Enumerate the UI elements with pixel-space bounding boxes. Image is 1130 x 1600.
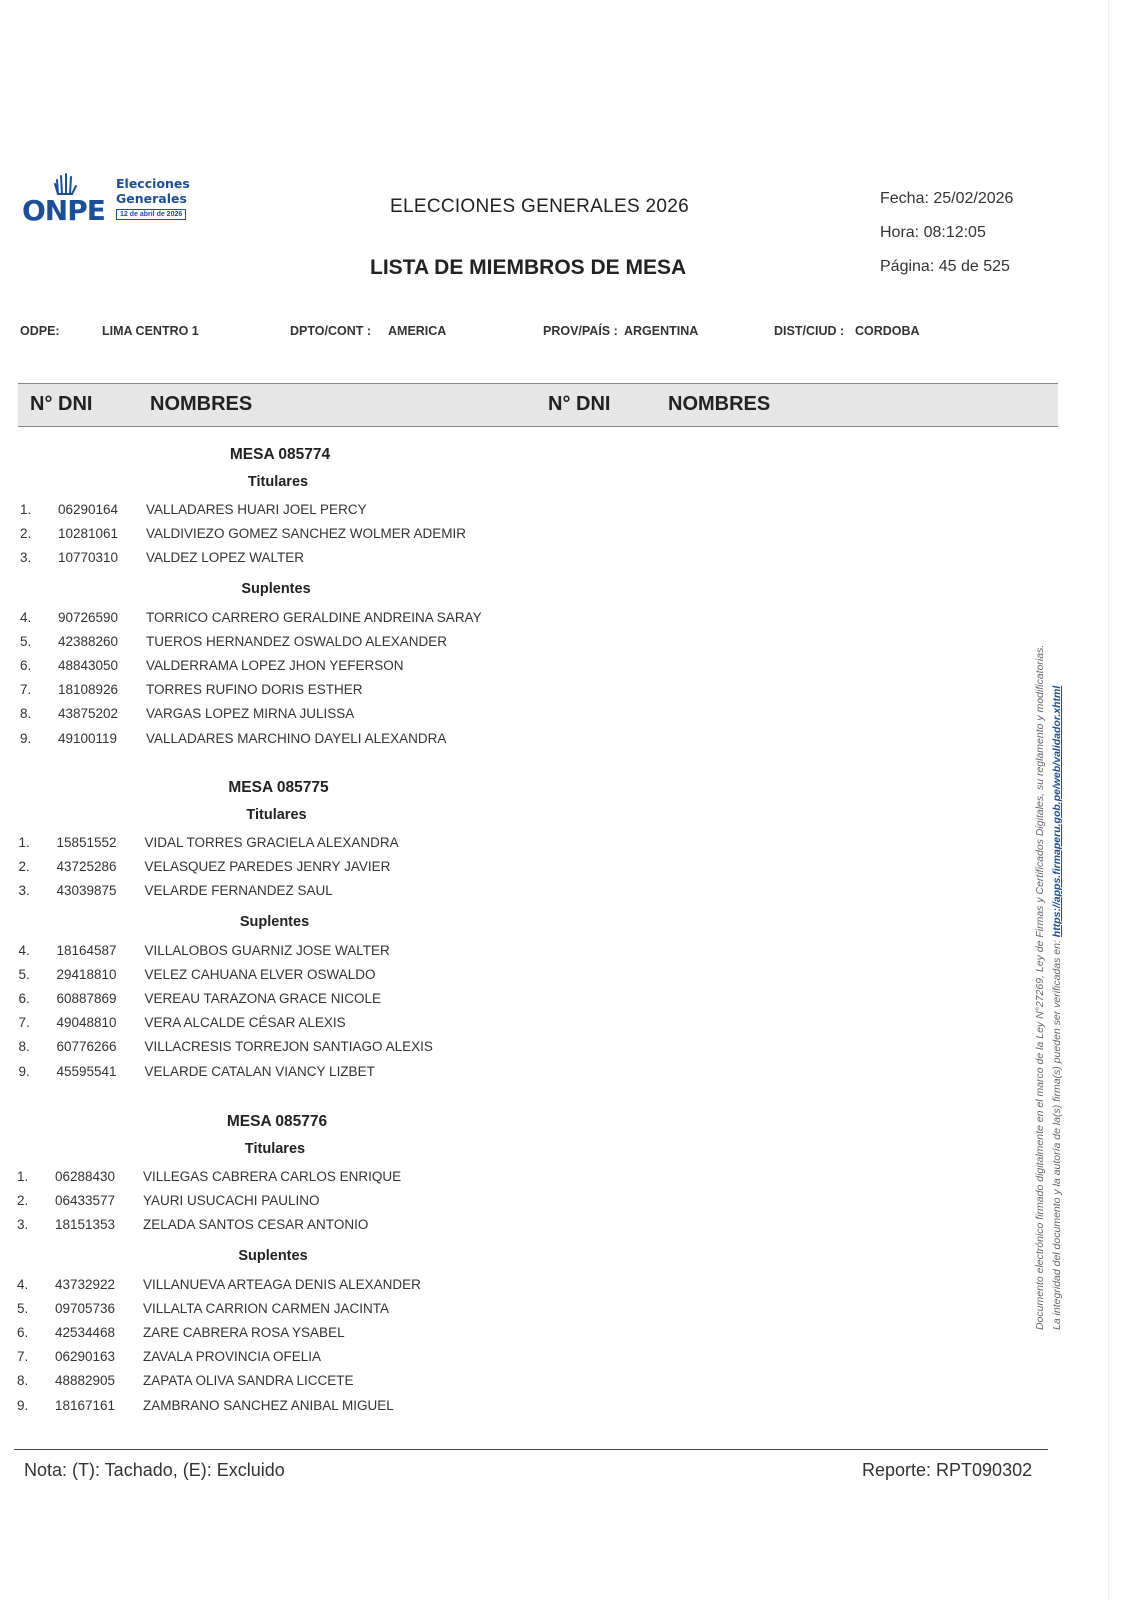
titulares-label: Titulares [247, 474, 309, 490]
row-dni: 29418810 [56, 966, 117, 982]
signature-line1: Documento electrónico firmado digitalmente en el marco de la Ley N°27269, Ley de Firmas y Certificados Digitales, su reglamento y modificatorias. [1034, 644, 1046, 1330]
row-dni: 15851552 [56, 835, 117, 850]
row-dni: 60887869 [56, 991, 117, 1006]
row-dni: 18108926 [58, 682, 119, 698]
table-row [19, 967, 539, 991]
table-row [20, 526, 540, 550]
suplentes-label: Suplentes [239, 913, 310, 930]
col-nombres-1: NOMBRES [150, 393, 253, 415]
table-row [20, 706, 540, 730]
row-name: ZAVALA PROVINCIA OFELIA [143, 1349, 322, 1365]
footer-reporte: Reporte: RPT090302 [862, 1460, 1033, 1480]
dpto-value: AMERICA [388, 324, 447, 338]
row-number: 5. [20, 633, 32, 649]
table-row [17, 1277, 537, 1301]
row-number: 7. [17, 1349, 29, 1365]
row-dni: 10770310 [58, 550, 119, 566]
table-row [20, 731, 540, 755]
page-edge [1108, 0, 1109, 1600]
row-name: TORRES RUFINO DORIS ESTHER [146, 682, 363, 698]
row-number: 5. [18, 966, 30, 982]
row-dni: 42388260 [58, 633, 119, 649]
col-num-dni-2: N° DNI [548, 393, 611, 415]
row-name: VELARDE CATALAN VIANCY LIZBET [144, 1063, 375, 1079]
row-name: TORRICO CARRERO GERALDINE ANDREINA SARAY [146, 609, 482, 625]
row-dni: 43039875 [56, 883, 117, 899]
table-row [17, 1217, 537, 1241]
dist-value: CORDOBA [855, 324, 920, 338]
row-name: VELASQUEZ PAREDES JENRY JAVIER [144, 859, 391, 875]
row-dni: 18151353 [55, 1217, 116, 1233]
row-number: 4. [17, 1276, 29, 1292]
table-row [20, 550, 540, 574]
onpe-logo [22, 172, 212, 232]
row-dni: 90726590 [58, 609, 119, 625]
table-row [19, 1039, 539, 1063]
titulares-label: Titulares [246, 807, 307, 823]
signature-line2 [1049, 645, 1066, 1330]
row-name: VARGAS LOPEZ MIRNA JULISSA [146, 706, 355, 722]
row-number: 5. [17, 1300, 29, 1316]
document-title: ELECCIONES GENERALES 2026 [390, 196, 689, 217]
row-number: 8. [17, 1373, 29, 1389]
row-dni: 49100119 [58, 730, 118, 746]
table-row [17, 1301, 537, 1325]
row-dni: 48843050 [58, 658, 119, 673]
row-number: 3. [18, 883, 30, 899]
row-number: 2. [20, 526, 32, 542]
row-name: VALDERRAMA LOPEZ JHON YEFERSON [146, 658, 404, 673]
row-number: 9. [17, 1397, 29, 1413]
prov-label: PROV/PAÍS : [543, 324, 618, 338]
row-dni: 60776266 [56, 1039, 117, 1055]
col-num-dni-1: N° DNI [30, 393, 93, 415]
row-name: VIDAL TORRES GRACIELA ALEXANDRA [144, 835, 399, 850]
row-dni: 49048810 [56, 1015, 117, 1031]
row-number: 8. [18, 1039, 30, 1055]
mesa-title: MESA 085776 [226, 1113, 328, 1130]
table-row [19, 1015, 539, 1039]
row-number: 2. [18, 859, 30, 875]
suplentes-label: Suplentes [238, 1247, 308, 1264]
table-row [19, 991, 539, 1015]
row-name: VILLALTA CARRION CARMEN JACINTA [143, 1300, 390, 1316]
titulares-label: Titulares [244, 1141, 306, 1157]
row-number: 9. [18, 1063, 30, 1079]
mesa-title: MESA 085774 [229, 446, 331, 463]
row-name: YAURI USUCACHI PAULINO [143, 1193, 320, 1209]
row-dni: 43875202 [58, 706, 119, 722]
table-row [20, 658, 540, 682]
row-name: VALDEZ LOPEZ WALTER [146, 550, 305, 566]
row-name: VALLADARES MARCHINO DAYELI ALEXANDRA [146, 730, 447, 746]
signature-line2-prefix: La integridad del documento y la autoría de la(s) firma(s) pueden ser verificadas en: [1051, 940, 1063, 1330]
hora: Hora: 08:12:05 [880, 224, 986, 241]
row-name: VILLALOBOS GUARNIZ JOSE WALTER [144, 942, 390, 958]
dist-label: DIST/CIUD : [774, 324, 845, 338]
table-row [20, 610, 540, 634]
row-dni: 09705736 [55, 1300, 116, 1316]
row-number: 8. [20, 706, 32, 722]
row-name: VERA ALCALDE CÉSAR ALEXIS [144, 1015, 346, 1031]
mesa-title: MESA 085775 [228, 779, 329, 796]
row-dni: 18167161 [55, 1397, 116, 1413]
validator-link[interactable]: https://apps.firmaperu.gob.pe/web/validador.xhtml [1051, 685, 1063, 938]
row-dni: 06290164 [58, 502, 119, 517]
table-row [17, 1325, 537, 1349]
row-name: ZAPATA OLIVA SANDRA LICCETE [143, 1373, 354, 1389]
row-name: VEREAU TARAZONA GRACE NICOLE [144, 991, 382, 1006]
row-number: 3. [17, 1217, 29, 1233]
row-number: 6. [18, 991, 30, 1006]
row-name: ZELADA SANTOS CESAR ANTONIO [143, 1217, 369, 1233]
odpe-label: ODPE: [20, 324, 60, 338]
row-dni: 10281061 [58, 526, 119, 542]
logo-line1: Elecciones [116, 176, 190, 191]
table-row [17, 1398, 537, 1422]
table-row [19, 859, 539, 883]
row-name: VALLADARES HUARI JOEL PERCY [146, 502, 367, 517]
table-row [17, 1373, 537, 1397]
row-name: VILLACRESIS TORREJON SANTIAGO ALEXIS [144, 1039, 433, 1055]
table-row [20, 682, 540, 706]
fecha: Fecha: 25/02/2026 [880, 190, 1014, 207]
row-number: 1. [18, 835, 30, 850]
row-name: VILLEGAS CABRERA CARLOS ENRIQUE [143, 1169, 402, 1184]
odpe-value: LIMA CENTRO 1 [102, 324, 199, 338]
table-row [19, 943, 539, 967]
document-subtitle: LISTA DE MIEMBROS DE MESA [370, 256, 687, 279]
row-dni: 43732922 [55, 1276, 116, 1292]
table-row [17, 1169, 537, 1193]
table-row [20, 502, 540, 526]
row-name: VALDIVIEZO GOMEZ SANCHEZ WOLMER ADEMIR [146, 526, 467, 542]
row-dni: 48882905 [55, 1373, 116, 1389]
row-number: 4. [18, 942, 30, 958]
row-dni: 06433577 [55, 1193, 116, 1209]
row-name: TUEROS HERNANDEZ OSWALDO ALEXANDER [146, 633, 448, 649]
row-number: 1. [20, 502, 32, 517]
footer-divider [14, 1449, 1048, 1450]
logo-brand: ONPE [22, 194, 105, 227]
col-nombres-2: NOMBRES [668, 393, 771, 415]
row-name: ZARE CABRERA ROSA YSABEL [143, 1325, 345, 1340]
digital-signature-note [1032, 645, 1066, 1330]
row-number: 7. [18, 1015, 30, 1031]
logo-date-badge: 12 de abril de 2026 [116, 209, 186, 220]
row-dni: 45595541 [56, 1063, 117, 1079]
table-row [19, 883, 539, 907]
row-name: VELARDE FERNANDEZ SAUL [144, 883, 333, 899]
logo-line2: Generales [116, 191, 187, 206]
row-dni: 06288430 [55, 1169, 116, 1184]
suplentes-label: Suplentes [241, 580, 311, 597]
row-dni: 06290163 [55, 1349, 116, 1365]
table-row [17, 1193, 537, 1217]
pagina: Página: 45 de 525 [880, 258, 1010, 275]
table-row [17, 1349, 537, 1373]
prov-value: ARGENTINA [624, 324, 699, 338]
footer-nota: Nota: (T): Tachado, (E): Excluido [24, 1460, 285, 1480]
row-number: 3. [20, 550, 32, 566]
row-name: VELEZ CAHUANA ELVER OSWALDO [144, 966, 376, 982]
row-number: 7. [20, 682, 32, 698]
row-number: 6. [17, 1325, 29, 1340]
row-number: 9. [20, 730, 32, 746]
row-name: ZAMBRANO SANCHEZ ANIBAL MIGUEL [143, 1397, 394, 1413]
row-number: 2. [17, 1193, 29, 1209]
row-dni: 42534468 [55, 1325, 116, 1340]
row-number: 6. [20, 658, 32, 673]
row-number: 4. [20, 609, 32, 625]
row-number: 1. [17, 1169, 29, 1184]
dpto-label: DPTO/CONT : [290, 324, 372, 338]
row-name: VILLANUEVA ARTEAGA DENIS ALEXANDER [143, 1276, 421, 1292]
row-dni: 43725286 [56, 859, 117, 875]
table-row [19, 835, 539, 859]
row-dni: 18164587 [56, 942, 117, 958]
table-row [20, 634, 540, 658]
table-row [19, 1064, 539, 1088]
